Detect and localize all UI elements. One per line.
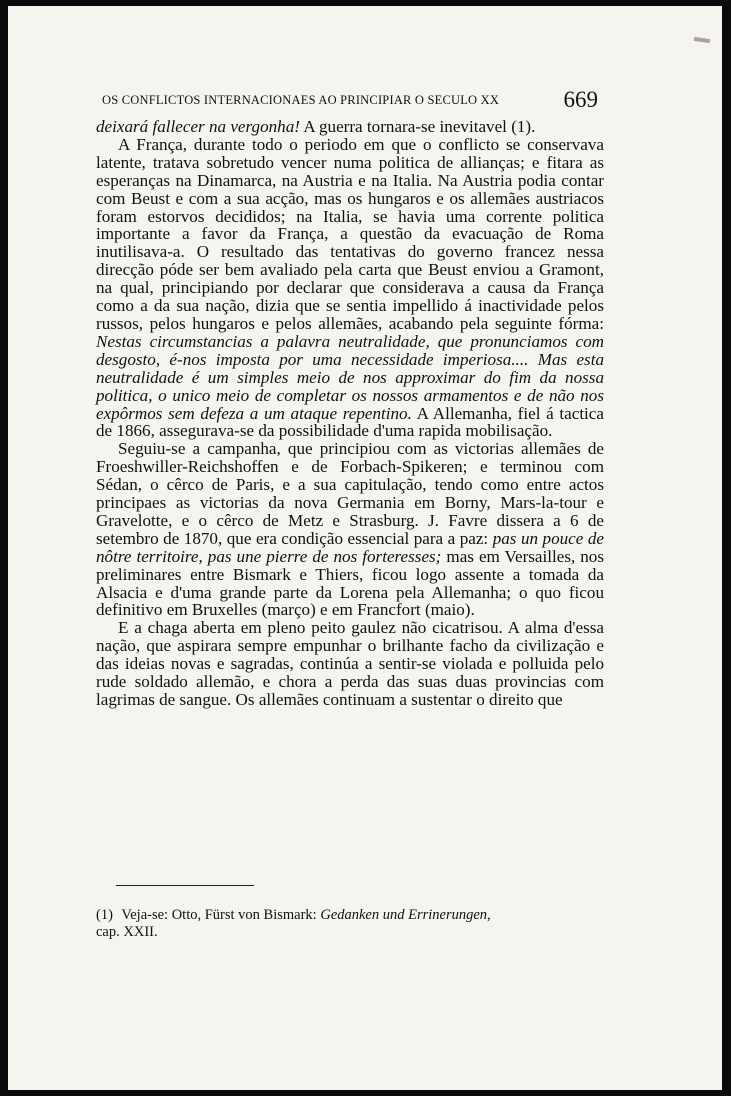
page-header (102, 87, 602, 115)
running-head: OS CONFLICTOS INTERNACIONAES AO PRINCIPIAR O SECULO XX (102, 93, 500, 107)
paragraph-2 (96, 136, 604, 440)
paragraph-3-quote: pas un pouce de nôtre territoire, pas une pierre de nos forteresses; (96, 528, 604, 566)
book-page (8, 6, 722, 1090)
footnote-title: Gedanken und Errinerungen, (320, 907, 491, 923)
paragraph-1 (96, 118, 604, 136)
footnote-lead: Veja-se: Otto, Fürst von Bismark: (121, 907, 317, 923)
paragraph-2-part-2: A Allemanha, fiel á tactica de 1866, assegurava-se da possibilidade d'uma rapida mobilisação. (96, 403, 604, 441)
page-number: 669 (563, 87, 598, 112)
paragraph-4 (96, 619, 604, 709)
footnote (96, 907, 604, 941)
paragraph-1-italic-start: deixará fallecer na vergonha! (96, 117, 300, 136)
paragraph-3-part-1: Seguiu-se a campanha, que principiou com as victorias allemães de Froeshwiller-Reichshoffen e de Forbach-Spikeren; e terminou com Sédan, o cêrco de Paris, e a sua capitulação, tendo como entre actos principaes as victorias da nova Germania em Borny, Mars-la-tour e Gravelotte, e o cêrco de Metz e Strasburg. J. Favre dissera a 6 de setembro de 1870, que era condição essencial para a paz: (96, 439, 604, 548)
paragraph-4-text: E a chaga aberta em pleno peito gaulez não cicatrisou. A alma d'essa nação, que aspirara sempre empunhar o brilhante facho da civilização e das ideias novas e sagradas, continúa a sentir-se violada e polluida pelo rude soldado allemão, e chora a perda das suas duas provincias com lagrimas de sangue. Os allemães continuam a sustentar o direito que (96, 618, 604, 709)
footnote-rule (116, 885, 254, 886)
main-text (96, 118, 604, 709)
paragraph-2-quote-1: Nestas circumstancias a palavra neutralidade, que pronunciamos com desgosto, é-nos imposta por uma necessidade imperiosa.... (96, 331, 604, 369)
print-smudge (694, 37, 710, 43)
paragraph-2-part-1: A França, durante todo o periodo em que o conflicto se conservava latente, tratava sobretudo vencer numa politica de allianças; e fitara as esperanças na Dinamarca, na Austria e na Italia. Na Austria podia contar com Beust e com a sua acção, mas os hungaros e os allemães austriacos foram estorvos decididos; na Italia, se havia uma corrente politica importante a favor da França, a questão da evacuação de Roma inutilisava-a. O resultado das tentativas do governo francez nessa direcção póde ser bem avaliado pela carta que Beust enviou a Gramont, na qual, principiando por declarar que considerava a causa da França como a da sua nação, dizia que se sentia impellido á inactividade pelos russos, pelos hungaros e pelos allemães, acabando pela seguinte fórma: (96, 134, 604, 333)
footnote-marker: (1) (96, 907, 113, 923)
paragraph-3 (96, 440, 604, 619)
paragraph-1-end: A guerra tornara-se inevitavel (1). (303, 117, 536, 136)
paragraph-2-quote-2: Mas esta neutralidade é um simples meio de nos approximar do fim da nossa politica, o unico meio de completar os nossos armamentos e de não nos expôrmos sem defeza a um ataque repentino. (96, 349, 604, 423)
footnote-tail: cap. XXII. (96, 924, 158, 940)
paragraph-3-part-2: mas em Versailles, nos preliminares entre Bismark e Thiers, ficou logo assente a tomada da Alsacia e d'uma grande parte da Lorena pela Allemanha; o quo ficou definitivo em Bruxelles (março) e em Francfort (maio). (96, 546, 605, 620)
